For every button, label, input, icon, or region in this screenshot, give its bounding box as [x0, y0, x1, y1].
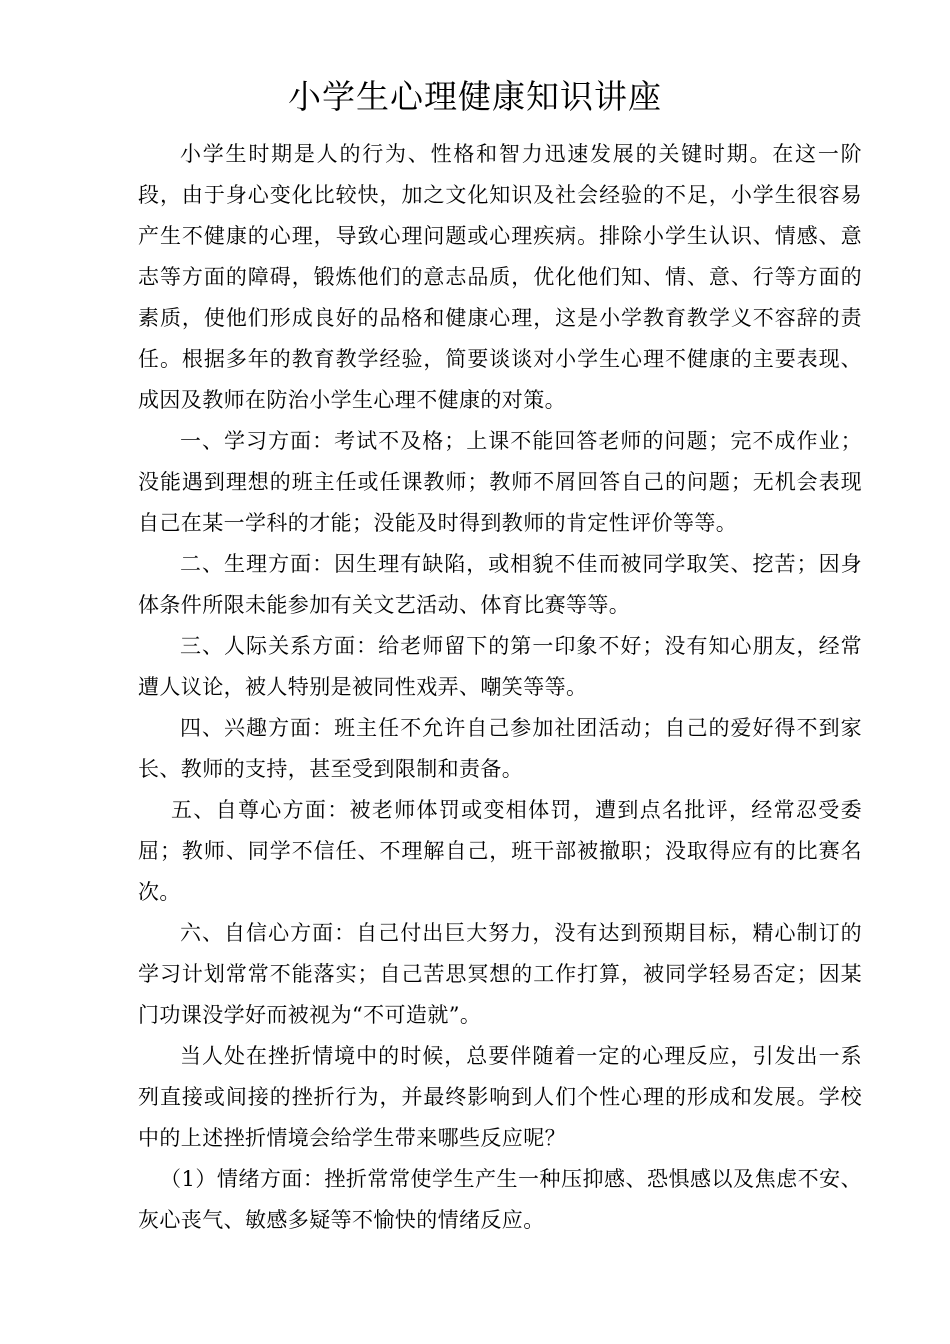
document-body — [138, 134, 862, 1241]
paragraph-physiology: 二、生理方面：因生理有缺陷，或相貌不佳而被同学取笑、挖苦；因身体条件所限未能参加有关文艺活动、体育比赛等等。 — [138, 552, 862, 617]
paragraph-self-esteem: 五、自尊心方面：被老师体罚或变相体罚，遭到点名批评，经常忍受委屈；教师、同学不信任、不理解自己，班干部被撤职；没取得应有的比赛名次。 — [138, 798, 862, 904]
paragraph-emotions: （1）情绪方面：挫折常常使学生产生一种压抑感、恐惧感以及焦虑不安、灰心丧气、敏感多疑等不愉快的情绪反应。 — [138, 1167, 862, 1232]
paragraph-intro: 小学生时期是人的行为、性格和智力迅速发展的关键时期。在这一阶段，由于身心变化比较快，加之文化知识及社会经验的不足，小学生很容易产生不健康的心理，导致心理问题或心理疾病。排除小学生认识、情感、意志等方面的障碍，锻炼他们的意志品质，优化他们知、情、意、行等方面的素质，使他们形成良好的品格和健康心理，这是小学教育教学义不容辞的责任。根据多年的教育教学经验，简要谈谈对小学生心理不健康的主要表现、成因及教师在防治小学生心理不健康的对策。 — [138, 142, 862, 412]
paragraph-interests: 四、兴趣方面：班主任不允许自己参加社团活动；自己的爱好得不到家长、教师的支持，甚至受到限制和责备。 — [138, 716, 862, 781]
document-title: 小学生心理健康知识讲座 — [288, 77, 662, 116]
paragraph-study: 一、学习方面：考试不及格；上课不能回答老师的问题；完不成作业；没能遇到理想的班主任或任课教师；教师不屑回答自己的问题；无机会表现自己在某一学科的才能；没能及时得到教师的肯定性评价等等。 — [138, 429, 862, 535]
paragraph-self-confidence: 六、自信心方面：自己付出巨大努力，没有达到预期目标，精心制订的学习计划常常不能落实；自己苦思冥想的工作打算，被同学轻易否定；因某门功课没学好而被视为“不可造就”。 — [138, 921, 862, 1027]
paragraph-relationships: 三、人际关系方面：给老师留下的第一印象不好；没有知心朋友，经常遭人议论，被人特别是被同性戏弄、嘲笑等等。 — [138, 634, 862, 699]
paragraph-frustration-reactions: 当人处在挫折情境中的时候，总要伴随着一定的心理反应，引发出一系列直接或间接的挫折行为，并最终影响到人们个性心理的形成和发展。学校中的上述挫折情境会给学生带来哪些反应呢？ — [138, 1044, 862, 1150]
